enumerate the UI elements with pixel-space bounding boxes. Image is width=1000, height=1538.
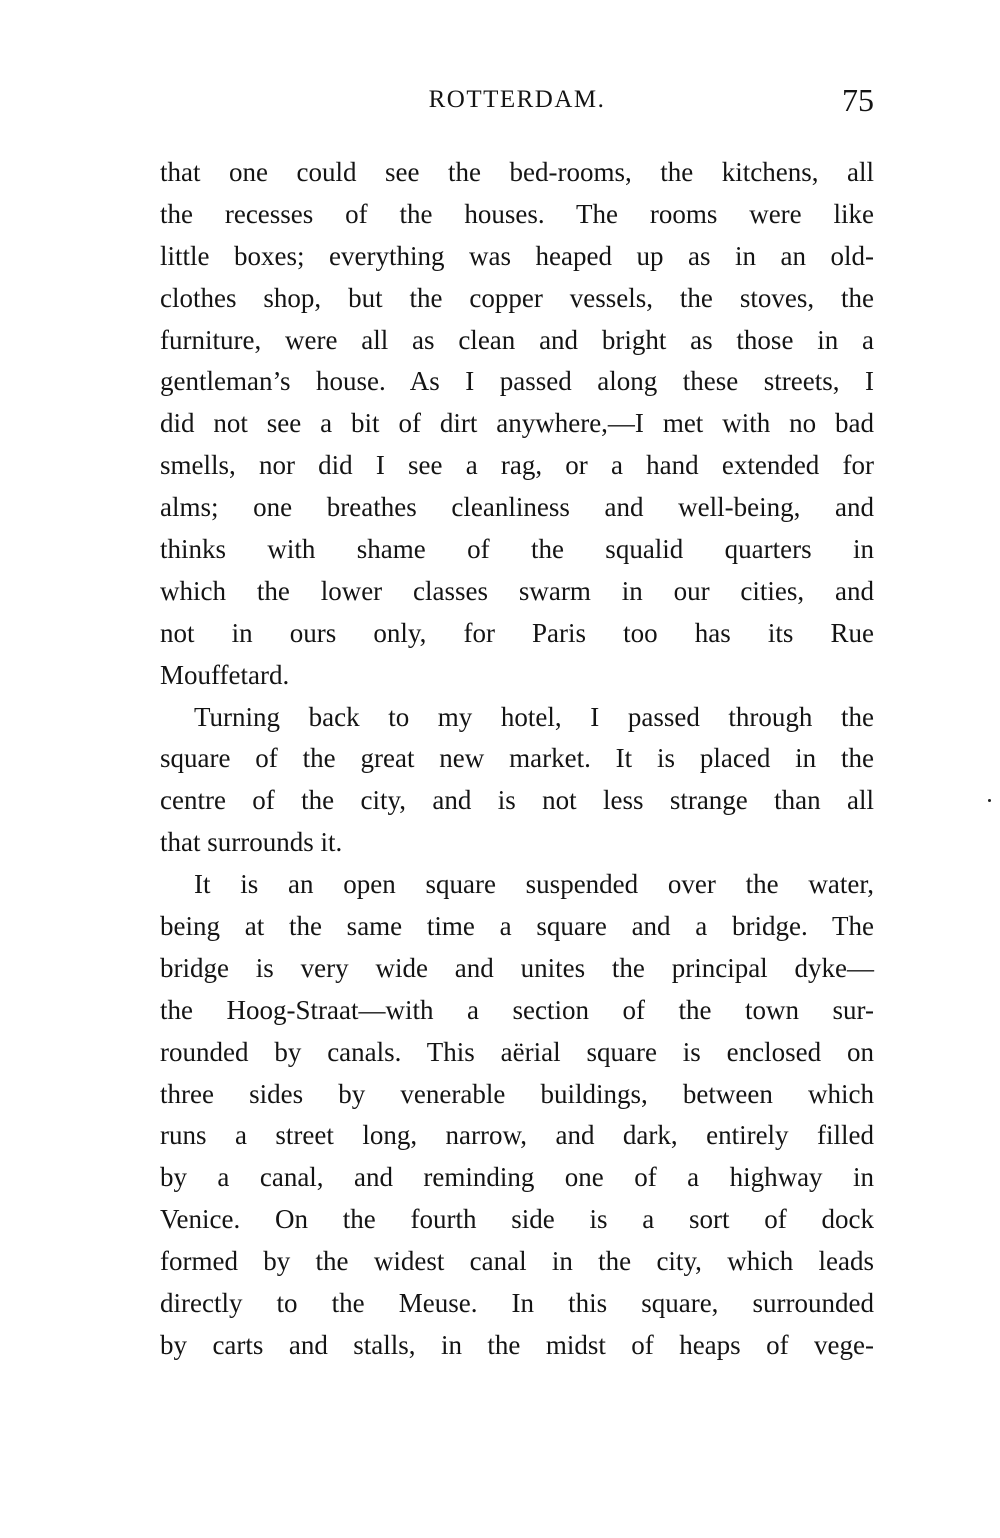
text-line: centre of the city, and is not less strange than all bbox=[160, 785, 874, 816]
text-line: alms; one breathes cleanliness and well-being, and bbox=[160, 492, 874, 523]
running-head bbox=[160, 82, 874, 122]
text-line: square of the great new market. It is placed in the bbox=[160, 743, 874, 774]
text-line: that one could see the bed-rooms, the kitchens, all bbox=[160, 157, 874, 187]
text-line: by a canal, and reminding one of a highway in bbox=[160, 1162, 874, 1193]
text-line: directly to the Meuse. In this square, surrounded bbox=[160, 1288, 874, 1319]
running-title: ROTTERDAM. bbox=[428, 86, 606, 113]
text-line: gentleman’s house. As I passed along these streets, I bbox=[160, 366, 874, 397]
text-line: rounded by canals. This aërial square is enclosed on bbox=[160, 1036, 874, 1067]
text-line: the recesses of the houses. The rooms were like bbox=[160, 198, 874, 229]
text-line: did not see a bit of dirt anywhere,—I met with no bad bbox=[160, 408, 874, 439]
paragraph-3 bbox=[160, 864, 874, 1367]
text-line: smells, nor did I see a rag, or a hand extended for bbox=[160, 450, 874, 481]
text-line: little boxes; everything was heaped up as in an old- bbox=[160, 240, 874, 271]
text-line: runs a street long, narrow, and dark, entirely filled bbox=[160, 1120, 874, 1151]
text-line: Turning back to my hotel, I passed through the bbox=[194, 701, 874, 732]
text-line: formed by the widest canal in the city, which leads bbox=[160, 1246, 874, 1277]
text-line: the Hoog-Straat—with a section of the town sur- bbox=[160, 994, 874, 1025]
text-line: which the lower classes swarm in our cities, and bbox=[160, 575, 874, 606]
text-line: thinks with shame of the squalid quarters in bbox=[160, 534, 874, 565]
text-line: It is an open square suspended over the water, bbox=[194, 869, 874, 900]
text-line: three sides by venerable buildings, between which bbox=[160, 1078, 874, 1109]
paragraph-2 bbox=[160, 697, 874, 865]
text-line: being at the same time a square and a bridge. The bbox=[160, 911, 874, 942]
text-line: that surrounds it. bbox=[160, 827, 343, 858]
paragraph-1 bbox=[160, 152, 874, 697]
page-number: 75 bbox=[842, 82, 874, 118]
margin-speck bbox=[988, 799, 991, 802]
text-line: Venice. On the fourth side is a sort of dock bbox=[160, 1204, 874, 1235]
text-line: not in ours only, for Paris too has its Rue bbox=[160, 617, 874, 648]
text-line: bridge is very wide and unites the principal dyke— bbox=[160, 952, 874, 983]
body-text bbox=[160, 152, 874, 1367]
text-line: furniture, were all as clean and bright as those in a bbox=[160, 324, 874, 355]
text-line: by carts and stalls, in the midst of heaps of vege- bbox=[160, 1329, 874, 1360]
text-line: clothes shop, but the copper vessels, the stoves, the bbox=[160, 282, 874, 313]
text-line: Mouffetard. bbox=[160, 659, 290, 690]
